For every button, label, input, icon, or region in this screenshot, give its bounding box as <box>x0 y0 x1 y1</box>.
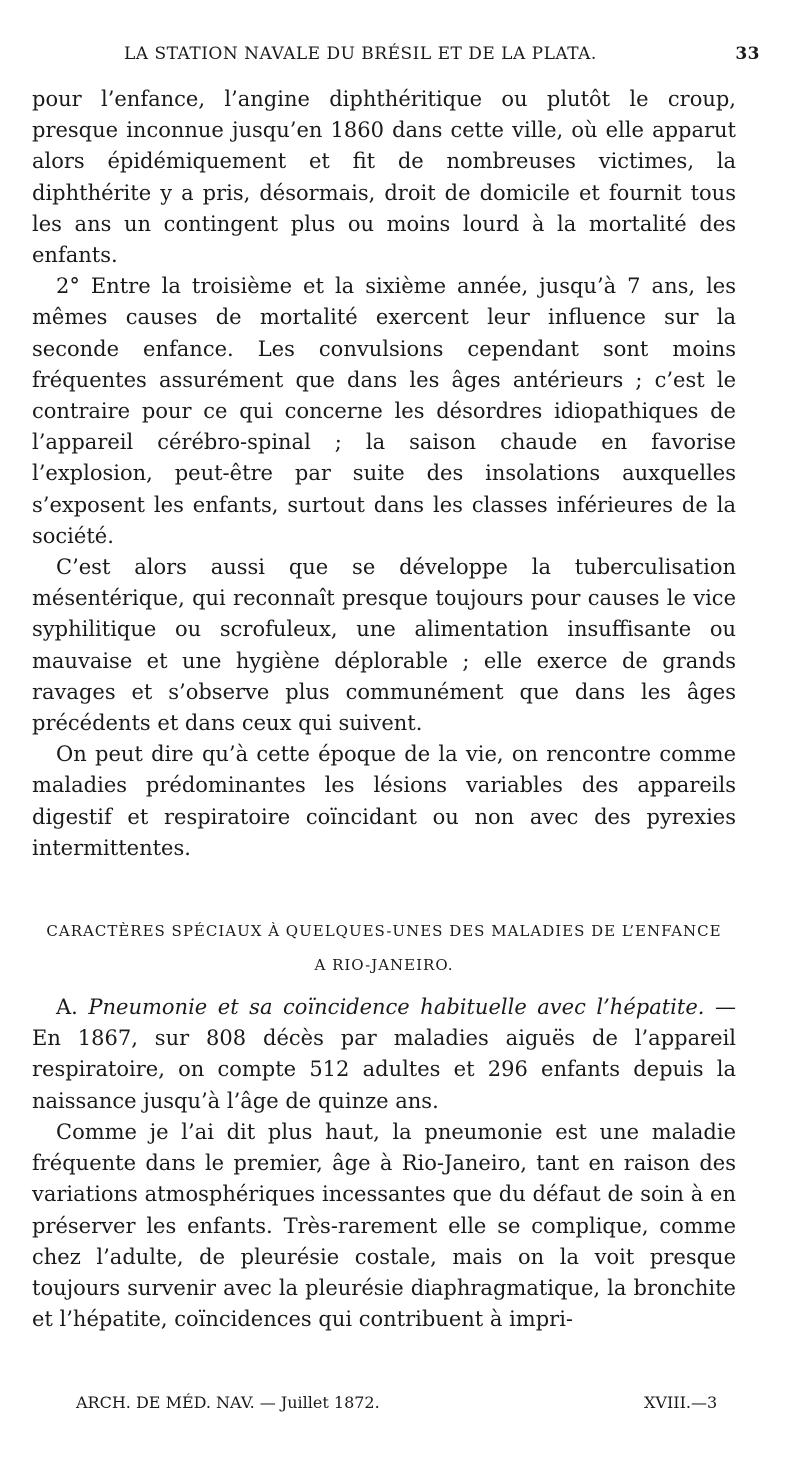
paragraph-1: pour l’enfance, l’angine diphthéritique ou plutôt le croup, presque inconnue jusqu’en 1860 dans cette ville, où elle apparut alors épidémiquement et fit de nombreuses victimes, la diphthérite y a pris, désormais, droit de domicile et fournit tous les ans un contingent plus ou moins lourd à la mortalité des enfants. <box>32 87 736 268</box>
paragraph-4: On peut dire qu’à cette époque de la vie, on rencontre comme maladies prédominantes les lésions variables des appareils digestif et respiratoire coïncidant ou non avec des pyrexies intermittentes. <box>32 742 736 860</box>
section-heading <box>32 914 736 982</box>
paragraph-2: 2° Entre la troisième et la sixième année, jusqu’à 7 ans, les mêmes causes de mortalité exercent leur influence sur la seconde enfance. Les convulsions cependant sont moins fréquentes assurément que dans les âges antérieurs ; c’est le contraire pour ce qui concerne les désordres idiopathiques de l’appareil cérébro-spinal ; la saison chaude en favorise l’explosion, peut-être par suite des insolations auxquelles s’exposent les enfants, surtout dans les classes inférieures de la société. <box>32 274 736 548</box>
section-heading-line-2: A RIO-JANEIRO. <box>314 956 454 975</box>
paragraph-pneumonie-2: Comme je l’ai dit plus haut, la pneumonie est une maladie fréquente dans le premier, âge à Rio-Janeiro, tant en raison des variations atmosphériques incessantes que du défaut de soin à en préserver les enfants. Très-rarement elle se complique, comme chez l’adulte, de pleurésie costale, mais on la voit presque toujours survenir avec la pleurésie diaphragmatique, la bronchite et l’hépatite, coïncidences qui contribuent à impri- <box>32 1119 736 1332</box>
paragraph-pneumonie-text: — En 1867, sur 808 décès par maladies aiguës de l’appareil respiratoire, on compte 512 adultes et 296 enfants depuis la naissance jusqu’à l’âge de quinze ans. <box>32 995 736 1113</box>
section-heading-line-1: CARACTÈRES SPÉCIAUX À QUELQUES-UNES DES MALADIES DE L’ENFANCE <box>46 922 722 941</box>
paragraph-pneumonie <box>32 992 736 1117</box>
paragraph-pneumonie-prefix: A. <box>56 995 89 1020</box>
page-header <box>32 38 768 70</box>
page-body <box>32 84 736 1335</box>
heading-gap <box>32 982 736 992</box>
footer-journal: ARCH. DE MÉD. NAV. — Juillet 1872. <box>76 1393 380 1412</box>
page-footer <box>32 1393 736 1423</box>
page-number: 33 <box>735 44 760 64</box>
paragraph-pneumonie-italic-title: Pneumonie et sa coïncidence habituelle avec l’hépatite. <box>88 995 705 1020</box>
footer-signature: XVIII.—3 <box>644 1393 718 1412</box>
paragraph-3: C’est alors aussi que se développe la tuberculisation mésentérique, qui reconnaît presque toujours pour causes le vice syphilitique ou scrofuleux, une alimentation insuffisante ou mauvaise et une hygiène déplorable ; elle exerce de grands ravages et s’observe plus communément que dans les âges précédents et dans ceux qui suivent. <box>32 555 736 736</box>
running-head: LA STATION NAVALE DU BRÉSIL ET DE LA PLATA. <box>124 44 597 64</box>
